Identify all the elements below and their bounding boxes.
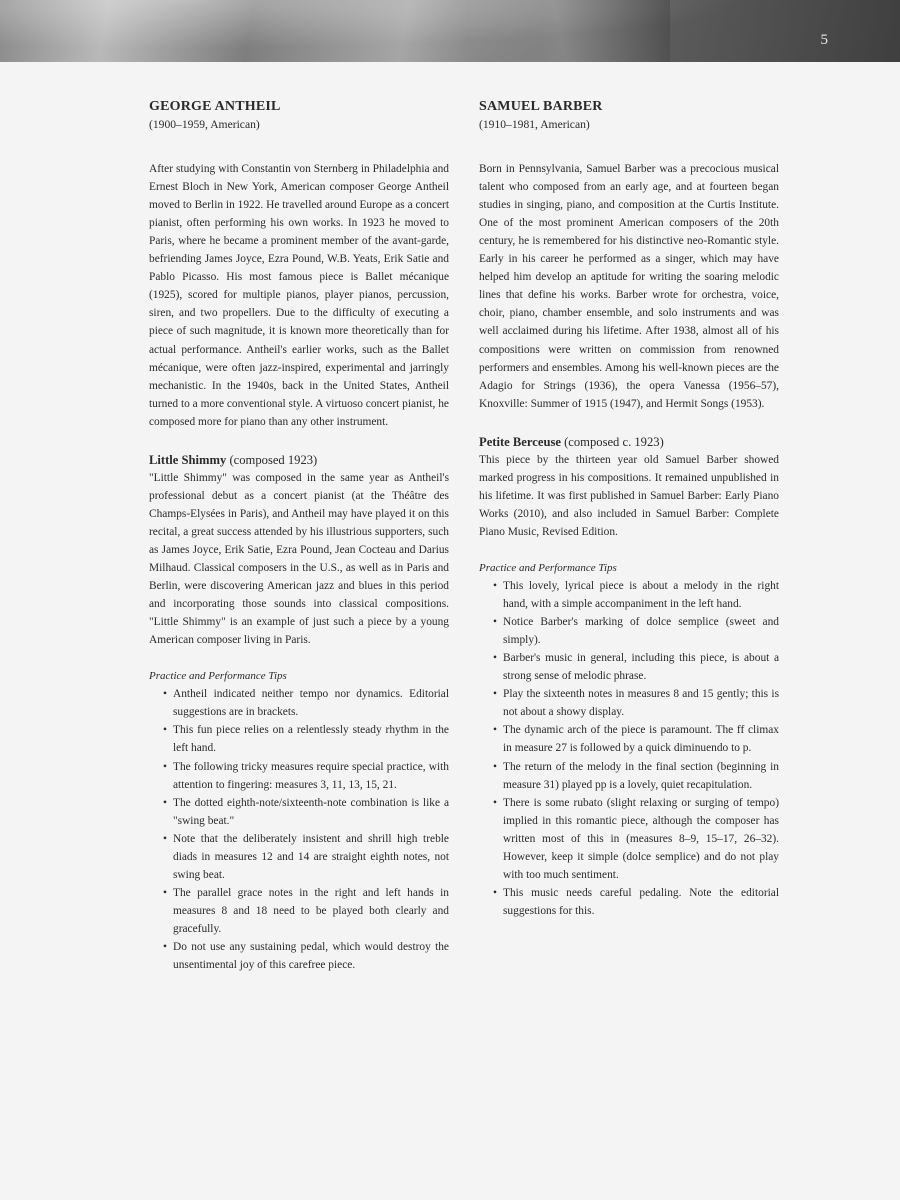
bullet-icon: •: [163, 724, 167, 737]
bullet-icon: •: [163, 760, 167, 773]
list-item: • Barber's music in general, including this piece, is about a strong sense of melodic phrase.: [493, 649, 779, 685]
piece-note: (composed c. 1923): [564, 434, 664, 449]
bullet-icon: •: [493, 796, 497, 809]
list-item: • The parallel grace notes in the right and left hands in measures 8 and 18 need to be played both clearly and gracefully.: [163, 884, 449, 938]
list-item: • The return of the melody in the final section (beginning in measure 31) played pp is a lovely, quiet recapitulation.: [493, 758, 779, 794]
piece-title: Petite Berceuse: [479, 434, 561, 449]
bullet-icon: •: [163, 688, 167, 701]
bullet-icon: •: [493, 760, 497, 773]
list-item: • This lovely, lyrical piece is about a melody in the right hand, with a simple accompaniment in the left hand.: [493, 577, 779, 613]
list-item: • This fun piece relies on a relentlessly steady rhythm in the left hand.: [163, 721, 449, 757]
list-item: • Notice Barber's marking of dolce semplice (sweet and simply).: [493, 613, 779, 649]
tips-list: [149, 685, 449, 974]
bullet-icon: •: [493, 688, 497, 701]
composer-dates: (1910–1981, American): [479, 118, 590, 131]
piece-heading: [479, 433, 779, 451]
piece-note: (composed 1923): [229, 452, 318, 467]
bullet-icon: •: [163, 940, 167, 953]
composer-bio: After studying with Constantin von Sternberg in Philadelphia and Ernest Bloch in New York, American composer George Antheil moved to Berlin in 1922. He travelled around Europe as a concert pianist, often performing his own works. In 1923 he moved to Paris, where he became a prominent member of the avant-garde, befriending James Joyce, Ezra Pound, W.B. Yeats, Erik Satie and Pablo Picasso. His most famous piece is Ballet mécanique (1925), scored for multiple pianos, player pianos, percussion, siren, and two propellers. Due to the difficulty of executing a piece of such magnitude, it is known more theoretically than for actual performance. Antheil's earlier works, such as the Ballet mécanique, were often jazz-inspired, experimental and jarringly mechanistic. In the 1940s, back in the United States, Antheil turned to a more conventional style. A virtuoso concert pianist, he composed more for piano than any other instrument.: [149, 163, 449, 428]
list-item: • The dynamic arch of the piece is paramount. The ff climax in measure 27 is followed by a quick diminuendo to p.: [493, 721, 779, 757]
tips-list: [479, 577, 779, 920]
list-item: • This music needs careful pedaling. Note the editorial suggestions for this.: [493, 884, 779, 920]
bullet-icon: •: [493, 652, 497, 665]
composer-bio: Born in Pennsylvania, Samuel Barber was a precocious musical talent who composed from an early age, and at fourteen began studies in singing, piano, and composition at the Curtis Institute. One of the most prominent American composers of the 20th century, he is remembered for his distinctive neo-Romantic style. Early in his career he performed as a singer, which may have helped him develop an aptitude for writing the soaring melodic lines that define his works. Barber wrote for orchestra, voice, choir, piano, chamber ensemble, and solo instruments and was well acclaimed during his lifetime. After 1938, almost all of his compositions were written on commission from renowned performers and ensembles. Among his well-known pieces are the Adagio for Strings (1936), the opera Vanessa (1956–57), Knoxville: Summer of 1915 (1947), and Hermit Songs (1953).: [479, 163, 779, 410]
list-item: • There is some rubato (slight relaxing or surging of tempo) implied in this romantic piece, although the composer has written most of this in (measures 8–9, 15–17, 26–32). However, keep it simple (dolce semplice) and do not play with too much sentiment.: [493, 794, 779, 884]
column-barber: [479, 98, 779, 920]
list-item: • The dotted eighth-note/sixteenth-note combination is like a "swing beat.": [163, 794, 449, 830]
column-antheil: [149, 98, 449, 974]
piece-title: Little Shimmy: [149, 452, 227, 467]
composer-name: SAMUEL BARBER: [479, 99, 603, 114]
composer-name: GEORGE ANTHEIL: [149, 99, 281, 114]
bullet-icon: •: [163, 832, 167, 845]
piece-description: "Little Shimmy" was composed in the same year as Antheil's professional debut as a concert pianist (at the Théâtre des Champs-Elysées in Paris), and Antheil may have played it on this recital, a great success attended by his illustrious supporters, such as James Joyce, Erik Satie, Ezra Pound, Jean Cocteau and Darius Milhaud. Classical composers in the U.S., as well as in Paris and Berlin, were discovering American jazz and blues in this period and incorporating those sounds into classical compositions. "Little Shimmy" is an example of just such a piece by a young American composer living in Paris.: [149, 471, 449, 647]
bullet-icon: •: [493, 886, 497, 899]
bullet-icon: •: [493, 580, 497, 593]
piece-heading: [149, 451, 449, 469]
header-band: [0, 0, 900, 62]
piece-description: This piece by the thirteen year old Samuel Barber showed marked progress in his compositions. It remained unpublished in his lifetime. It was first published in Samuel Barber: Early Piano Works (2010), and also included in Samuel Barber: Complete Piano Music, Revised Edition.: [479, 453, 779, 538]
bullet-icon: •: [163, 796, 167, 809]
bullet-icon: •: [493, 724, 497, 737]
bullet-icon: •: [163, 886, 167, 899]
list-item: • Antheil indicated neither tempo nor dynamics. Editorial suggestions are in brackets.: [163, 685, 449, 721]
tips-label: Practice and Performance Tips: [149, 670, 287, 683]
composer-dates: (1900–1959, American): [149, 118, 260, 131]
list-item: • Play the sixteenth notes in measures 8 and 15 gently; this is not about a showy display.: [493, 685, 779, 721]
page-number: 5: [820, 32, 828, 48]
list-item: • The following tricky measures require special practice, with attention to fingering: measures 3, 11, 13, 15, 21.: [163, 758, 449, 794]
list-item: • Note that the deliberately insistent and shrill high treble diads in measures 12 and 14 are straight eighth notes, not swing beat.: [163, 830, 449, 884]
list-item: • Do not use any sustaining pedal, which would destroy the unsentimental joy of this carefree piece.: [163, 938, 449, 974]
tips-label: Practice and Performance Tips: [479, 561, 617, 574]
bullet-icon: •: [493, 616, 497, 629]
